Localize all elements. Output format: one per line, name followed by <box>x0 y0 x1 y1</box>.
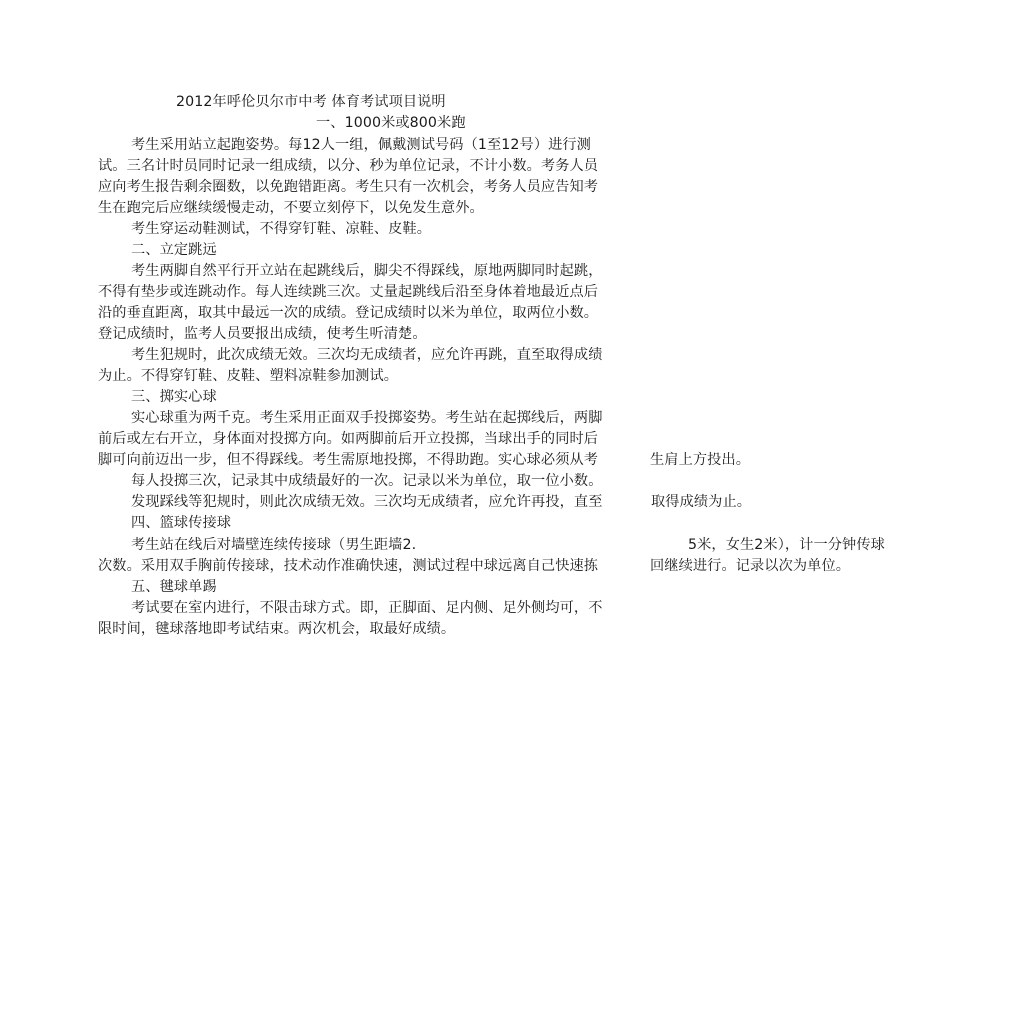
paragraph-line: 考生采用站立起跑姿势。每12人一组，佩戴测试号码（1至12号）进行测 <box>131 137 591 153</box>
paragraph-line: 登记成绩时，监考人员要报出成绩，使考生听清楚。 <box>98 326 427 342</box>
paragraph-line: 考生穿运动鞋测试，不得穿钉鞋、凉鞋、皮鞋。 <box>131 221 432 237</box>
paragraph-line: 考生两脚自然平行开立站在起跳线后，脚尖不得踩线，原地两脚同时起跳， <box>131 263 603 279</box>
paragraph-line: 实心球重为两千克。考生采用正面双手投掷姿势。考生站在起掷线后，两脚 <box>131 410 603 426</box>
section-heading-basketball-pass: 四、篮球传接球 <box>131 515 232 531</box>
paragraph-line: 应向考生报告剩余圈数，以免跑错距离。考生只有一次机会，考务人员应告知考 <box>98 179 599 195</box>
paragraph-line: 次数。采用双手胸前传接球，技术动作准确快速，测试过程中球远离自己快速拣 <box>98 558 599 574</box>
section-heading-medicine-ball: 三、掷实心球 <box>131 389 217 405</box>
section-heading-shuttlecock: 五、毽球单踢 <box>131 579 217 595</box>
paragraph-line: 发现踩线等犯规时，则此次成绩无效。三次均无成绩者，应允许再投，直至 <box>131 494 603 510</box>
paragraph-line-continuation: 5米，女生2米），计一分钟传球 <box>688 537 885 553</box>
paragraph-line-continuation: 取得成绩为止。 <box>651 494 752 510</box>
paragraph-line-continuation: 生肩上方投出。 <box>650 452 751 468</box>
paragraph-line: 试。三名计时员同时记录一组成绩，以分、秒为单位记录，不计小数。考务人员 <box>98 158 599 174</box>
paragraph-line-continuation: 回继续进行。记录以次为单位。 <box>650 558 851 574</box>
section-heading-standing-jump: 二、立定跳远 <box>131 242 217 258</box>
paragraph-line: 每人投掷三次，记录其中成绩最好的一次。记录以米为单位，取一位小数。 <box>131 473 603 489</box>
paragraph-line: 生在跑完后应继续缓慢走动，不要立刻停下，以免发生意外。 <box>98 200 484 216</box>
document-title: 2012年呼伦贝尔市中考 体育考试项目说明 <box>176 94 446 110</box>
paragraph-line: 考生站在线后对墙壁连续传接球（男生距墙2. <box>131 537 417 553</box>
paragraph-line: 考试要在室内进行，不限击球方式。即，正脚面、足内侧、足外侧均可，不 <box>131 600 603 616</box>
section-heading-running: 一、1000米或800米跑 <box>316 115 466 131</box>
paragraph-line: 为止。不得穿钉鞋、皮鞋、塑料凉鞋参加测试。 <box>98 368 399 384</box>
paragraph-line: 前后或左右开立，身体面对投掷方向。如两脚前后开立投掷，当球出手的同时后 <box>98 431 599 447</box>
paragraph-line: 考生犯规时，此次成绩无效。三次均无成绩者，应允许再跳，直至取得成绩 <box>131 347 603 363</box>
paragraph-line: 沿的垂直距离，取其中最远一次的成绩。登记成绩时以米为单位，取两位小数。 <box>98 305 599 321</box>
paragraph-line: 限时间，毽球落地即考试结束。两次机会，取最好成绩。 <box>98 621 456 637</box>
paragraph-line: 脚可向前迈出一步，但不得踩线。考生需原地投掷，不得助跑。实心球必须从考 <box>98 452 599 468</box>
paragraph-line: 不得有垫步或连跳动作。每人连续跳三次。丈量起跳线后沿至身体着地最近点后 <box>98 284 599 300</box>
